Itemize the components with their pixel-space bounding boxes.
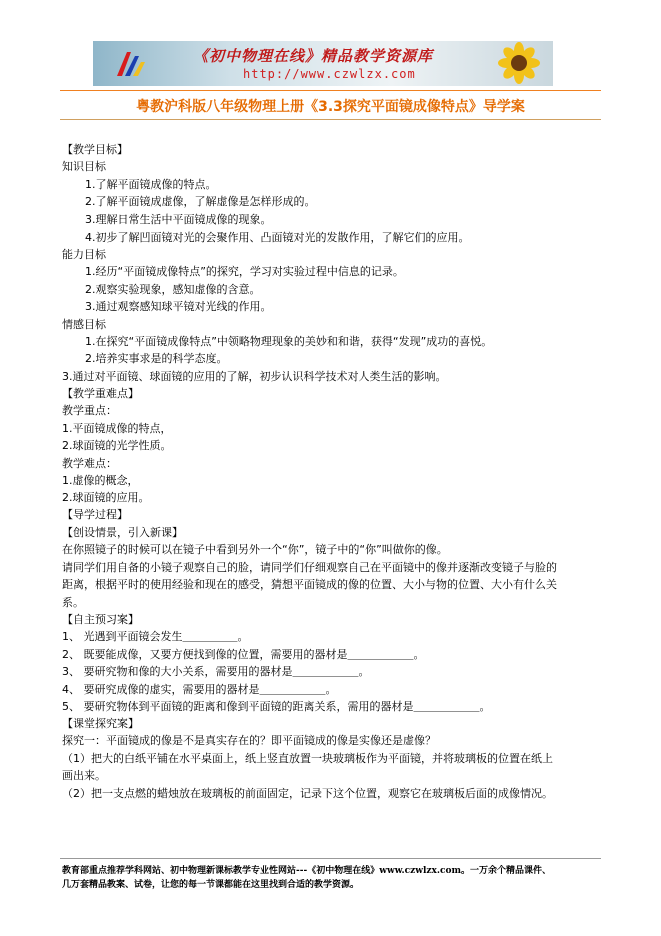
- paragraph: 距离，根据平时的使用经验和现在的感受，猜想平面镜成的像的位置、大小与物的位置、大小有什么关: [62, 578, 557, 591]
- list-item: 3.通过观察感知球平镜对光线的作用。: [85, 300, 272, 313]
- list-item: 3.通过对平面镜、球面镜的应用的了解，初步认识科学技术对人类生活的影响。: [62, 370, 447, 383]
- paragraph: （1）把大的白纸平铺在水平桌面上，纸上竖直放置一块玻璃板作为平面镜，并将玻璃板的位置在纸上: [62, 752, 553, 765]
- footer-line: 几万套精品教案、试卷，让您的每一节课都能在这里找到合适的教学资源。: [62, 880, 360, 890]
- footer-line: 教育部重点推荐学科网站、初中物理新课标教学专业性网站---《初中物理在线》www.czwlzx.com。一万余个精品课件、: [62, 866, 552, 876]
- subheading: 能力目标: [62, 248, 106, 261]
- paragraph: 画出来。: [62, 769, 106, 782]
- subheading: 情感目标: [62, 318, 106, 331]
- section-heading: 【导学过程】: [62, 508, 128, 521]
- sunflower-icon: [489, 41, 549, 86]
- question-item: 1、 光遇到平面镜会发生＿＿＿＿＿。: [62, 630, 249, 643]
- question-item: 3、 要研究物和像的大小关系，需要用的器材是＿＿＿＿＿＿。: [62, 665, 370, 678]
- site-banner: [93, 41, 553, 86]
- list-item: 1.在探究“平面镜成像特点”中领略物理现象的美妙和和谐，获得“发现”成功的喜悦。: [85, 335, 493, 348]
- banner-url[interactable]: http://www.czwlzx.com: [243, 67, 416, 81]
- paragraph: 请同学们用自备的小镜子观察自己的脸，请同学们仔细观察自己在平面镜中的像并逐渐改变镜子与脸的: [62, 561, 557, 574]
- list-item: 1.经历“平面镜成像特点”的探究，学习对实验过程中信息的记录。: [85, 265, 404, 278]
- paragraph: 系。: [62, 596, 84, 609]
- section-heading: 【教学重难点】: [62, 387, 139, 400]
- question-item: 5、 要研究物体到平面镜的距离和像到平面镜的距离关系，需用的器材是＿＿＿＿＿＿。: [62, 700, 491, 713]
- paragraph: 探究一：平面镜成的像是不是真实存在的？即平面镜成的像是实像还是虚像？: [62, 734, 436, 747]
- section-heading: 【自主预习案】: [62, 613, 139, 626]
- list-item: 1.虚像的概念，: [62, 474, 139, 487]
- list-item: 1.了解平面镜成像的特点。: [85, 178, 217, 191]
- list-item: 2.球面镜的光学性质。: [62, 439, 172, 452]
- list-item: 1.平面镜成像的特点，: [62, 422, 172, 435]
- list-item: 4.初步了解凹面镜对光的会聚作用、凸面镜对光的发散作用，了解它们的应用。: [85, 231, 470, 244]
- subheading: 教学重点：: [62, 404, 117, 417]
- list-item: 2.球面镜的应用。: [62, 491, 150, 504]
- section-heading: 【教学目标】: [62, 143, 128, 156]
- paragraph: （2）把一支点燃的蜡烛放在玻璃板的前面固定，记录下这个位置，观察它在玻璃板后面的成像情况。: [62, 787, 553, 800]
- list-item: 2.了解平面镜成虚像，了解虚像是怎样形成的。: [85, 195, 316, 208]
- section-heading: 【课堂探究案】: [62, 717, 139, 730]
- paragraph: 在你照镜子的时候可以在镜子中看到另外一个“你”，镜子中的“你”叫做你的像。: [62, 543, 448, 556]
- question-item: 4、 要研究成像的虚实，需要用的器材是＿＿＿＿＿＿。: [62, 683, 337, 696]
- banner-title: 《初中物理在线》精品教学资源库: [193, 47, 434, 65]
- list-item: 2.培养实事求是的科学态度。: [85, 352, 228, 365]
- list-item: 2.观察实验现象，感知虚像的含意。: [85, 283, 261, 296]
- header-rule: [60, 90, 601, 91]
- site-logo-icon: [113, 46, 149, 80]
- list-item: 3.理解日常生活中平面镜成像的现象。: [85, 213, 272, 226]
- question-item: 2、 既要能成像，又要方便找到像的位置，需要用的器材是＿＿＿＿＿＿。: [62, 648, 425, 661]
- subheading: 教学难点：: [62, 457, 117, 470]
- section-heading: 【创设情景，引入新课】: [62, 526, 183, 539]
- footer-rule: [60, 858, 601, 859]
- subheading: 知识目标: [62, 160, 106, 173]
- page-title: 粤教沪科版八年级物理上册《3.3探究平面镜成像特点》导学案: [136, 99, 525, 115]
- title-rule: [60, 119, 601, 120]
